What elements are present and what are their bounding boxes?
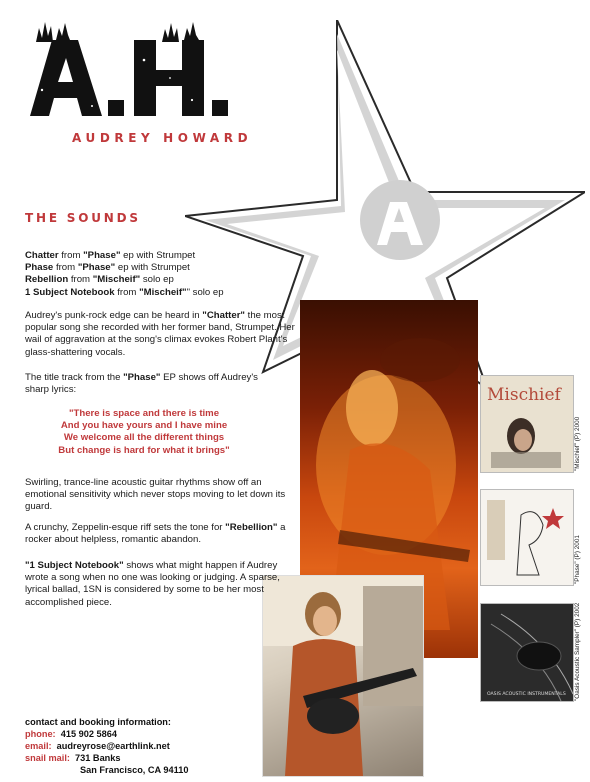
paragraph-acoustic: Swirling, trance-line acoustic guitar rhythms show off an emotional sensitivity which never stops moving to let down its guard. — [25, 477, 286, 513]
album-caption: "Oasis Acoustic Sampler" (P) 2002 — [574, 602, 581, 701]
lyric-line: And you have yours and I have mine — [60, 420, 228, 432]
album-caption: "Phase" (P) 2001 — [574, 535, 581, 584]
star-emblem — [360, 180, 440, 260]
contact-address-line2: San Francisco, CA 94110 — [80, 765, 189, 776]
paragraph-rebellion: A crunchy, Zeppelin-esque riff sets the tone for "Rebellion" a rocker about helpless, romantic abandon. — [25, 522, 286, 546]
track-row: Rebellion from "Mischeif" solo ep — [25, 274, 174, 286]
paragraph-phase: The title track from the "Phase" EP shows off Audrey's sharp lyrics: — [25, 372, 258, 396]
paragraph-chatter: Audrey's punk-rock edge can be heard in "Chatter" the most popular song she recorded with her former band, Strumpet. Her wail of aggravation at the song's climax evokes Robert Plant's glass-shattering vocals. — [25, 310, 295, 358]
album-cover-phase — [480, 489, 574, 586]
logo-monogram-text: A.H. — [22, 20, 24, 21]
album-cover-mischief — [480, 375, 574, 473]
section-heading: THE SOUNDS — [25, 211, 141, 225]
lyric-line: "There is space and there is time — [68, 408, 220, 419]
lyric-line: We welcome all the different things — [63, 432, 225, 444]
album-cover-title: Mischief — [487, 385, 561, 405]
track-row: 1 Subject Notebook from "Mischeif"" solo ep — [25, 286, 224, 298]
artist-name: AUDREY HOWARD — [72, 131, 253, 145]
track-row: Phase from "Phase" ep with Strumpet — [25, 262, 190, 274]
album-cover-title: OASIS ACOUSTIC INSTRUMENTALS — [487, 692, 566, 697]
track-row: Chatter from "Phase" ep with Strumpet — [25, 250, 196, 261]
contact-email: email: audreyrose@earthlink.net — [25, 741, 170, 752]
contact-phone: phone: 415 902 5864 — [25, 729, 117, 740]
contact-block — [25, 716, 188, 776]
contact-mail: snail mail: 731 Banks — [25, 753, 121, 764]
paragraph-notebook: "1 Subject Notebook" shows what might happen if Audrey wrote a song when no one was looking or judging. A sparse, lyrical ballad, 1SN is considered by some to be her most accomplished piece. — [25, 560, 280, 608]
tracklist — [25, 250, 325, 299]
album-cover-oasis — [480, 603, 574, 702]
lyrics-quote — [30, 408, 258, 457]
lyric-line: But change is hard for what it brings" — [58, 444, 230, 456]
album-caption: "Mischief" (P) 2000 — [574, 416, 581, 471]
contact-heading: contact and booking information: — [25, 717, 171, 727]
